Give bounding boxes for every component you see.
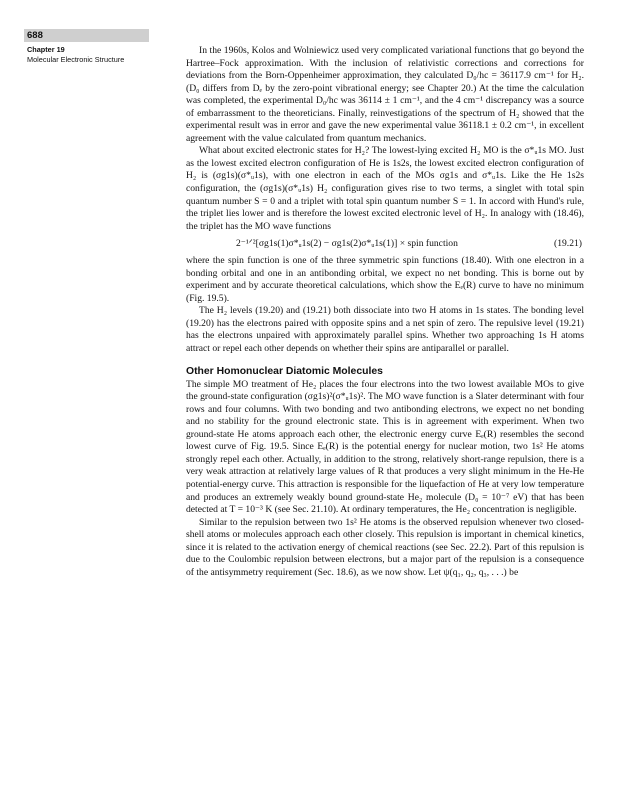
running-head bbox=[27, 45, 167, 64]
equation-text: 2⁻¹ᐟ²[σg1s(1)σ*ᵤ1s(2) − σg1s(2)σ*ᵤ1s(1)] × spin function bbox=[236, 238, 458, 250]
paragraph: The H₂ levels (19.20) and (19.21) both dissociate into two H atoms in 1s states. The bonding level (19.20) has the electrons paired with opposite spins and a net spin of zero. The repulsive level (19.21) has the electrons unpaired with approximately parallel spins. Whether two approaching 1s H atoms attract or repel each other depends on whether their spins are antiparallel or parallel. bbox=[186, 305, 584, 355]
paragraph: What about excited electronic states for H₂? The lowest-lying excited H₂ MO is the σ*ᵤ1s MO. Just as the lowest excited electron configuration of He is 1s2s, the lowest excited electron configuration of H₂ is (σg1s)(σ*ᵤ1s), with one electron in each of the MOs σg1s and σ*ᵤ1s. Like the He 1s2s configuration, the (σg1s)(σ*ᵤ1s) H₂ configuration gives rise to two terms, a singlet with total spin quantum number S = 0 and a triplet with total spin quantum number S = 1. In accord with Hund's rule, the triplet lies lower and is therefore the lowest excited electronic level of H₂. In analogy with (18.46), the triplet has the MO wave functions bbox=[186, 145, 584, 232]
body-text bbox=[186, 45, 584, 579]
page-number: 688 bbox=[27, 30, 43, 41]
chapter-label: Chapter 19 bbox=[27, 45, 65, 54]
paragraph: In the 1960s, Kolos and Wolniewicz used very complicated variational functions that go beyond the Hartree–Fock approximation. With the inclusion of relativistic corrections and corrections for deviations from the Born-Oppenheimer approximation, they calculated D₀/hc = 36117.9 cm⁻¹ for H₂. (D₀ differs from Dₑ by the zero-point vibrational energy; see Chapter 20.) At the time the calculation was completed, the experimental D₀/hc was 36114 ± 1 cm⁻¹, and the 4 cm⁻¹ discrepancy was a source of embarrassment to the theoreticians. Finally, reinvestigations of the spectrum of H₂ showed that the experimental result was in error and gave the new experimental value 36118.1 ± 0.2 cm⁻¹, in excellent agreement with the value calculated from quantum mechanics. bbox=[186, 45, 584, 144]
page-number-bar bbox=[24, 29, 149, 42]
paragraph: where the spin function is one of the three symmetric spin functions (18.40). With one electron in a bonding orbital and one in an antibonding orbital, we expect no net bonding. This is borne out by experiment and by accurate theoretical calculations, which show the Eₑ(R) curve to have no minimum (Fig. 19.5). bbox=[186, 255, 584, 304]
paragraph: The simple MO treatment of He₂ places the four electrons into the two lowest available MOs to give the ground-state configuration (σg1s)²(σ*ᵤ1s)². The MO wave function is a Slater determinant with four rows and four columns. With two bonding and two antibonding electrons, we expect no net bonding and no stability for the ground electronic state. This is in agreement with experiment. When two ground-state He atoms approach each other, the electronic energy curve Eₑ(R) resembles the second lowest curve of Fig. 19.5. Since Eₑ(R) is the potential energy for nuclear motion, two 1s² He atoms strongly repel each other. Actually, in addition to the strong, relatively short-range repulsion, there is a very weak attraction at relatively large values of R that produces a very slight minimum in the He-He potential-energy curve. This attraction is responsible for the liquefaction of He at very low temperature and produces an extremely weakly bound ground-state He₂ molecule (D₀ = 10⁻⁷ eV) that has been detected at T = 10⁻³ K (see Sec. 21.10). At ordinary temperatures, the He₂ concentration is negligible. bbox=[186, 378, 584, 516]
section-heading: Other Homonuclear Diatomic Molecules bbox=[186, 365, 383, 377]
equation-number: (19.21) bbox=[554, 238, 582, 250]
paragraph: Similar to the repulsion between two 1s² He atoms is the observed repulsion whenever two closed-shell atoms or molecules approach each other closely. This repulsion is important in chemical kinetics, since it is related to the activation energy of chemical reactions (see Sec. 22.2). Part of this repulsion is due to the Coulombic repulsion between electrons, but a major part of the repulsion is a consequence of the antisymmetry requirement (Sec. 18.6), as we now show. Let ψ(q₁, q₂, q₃, . . .) be bbox=[186, 516, 584, 578]
equation-19-21 bbox=[186, 237, 584, 250]
chapter-title: Molecular Electronic Structure bbox=[27, 54, 125, 64]
